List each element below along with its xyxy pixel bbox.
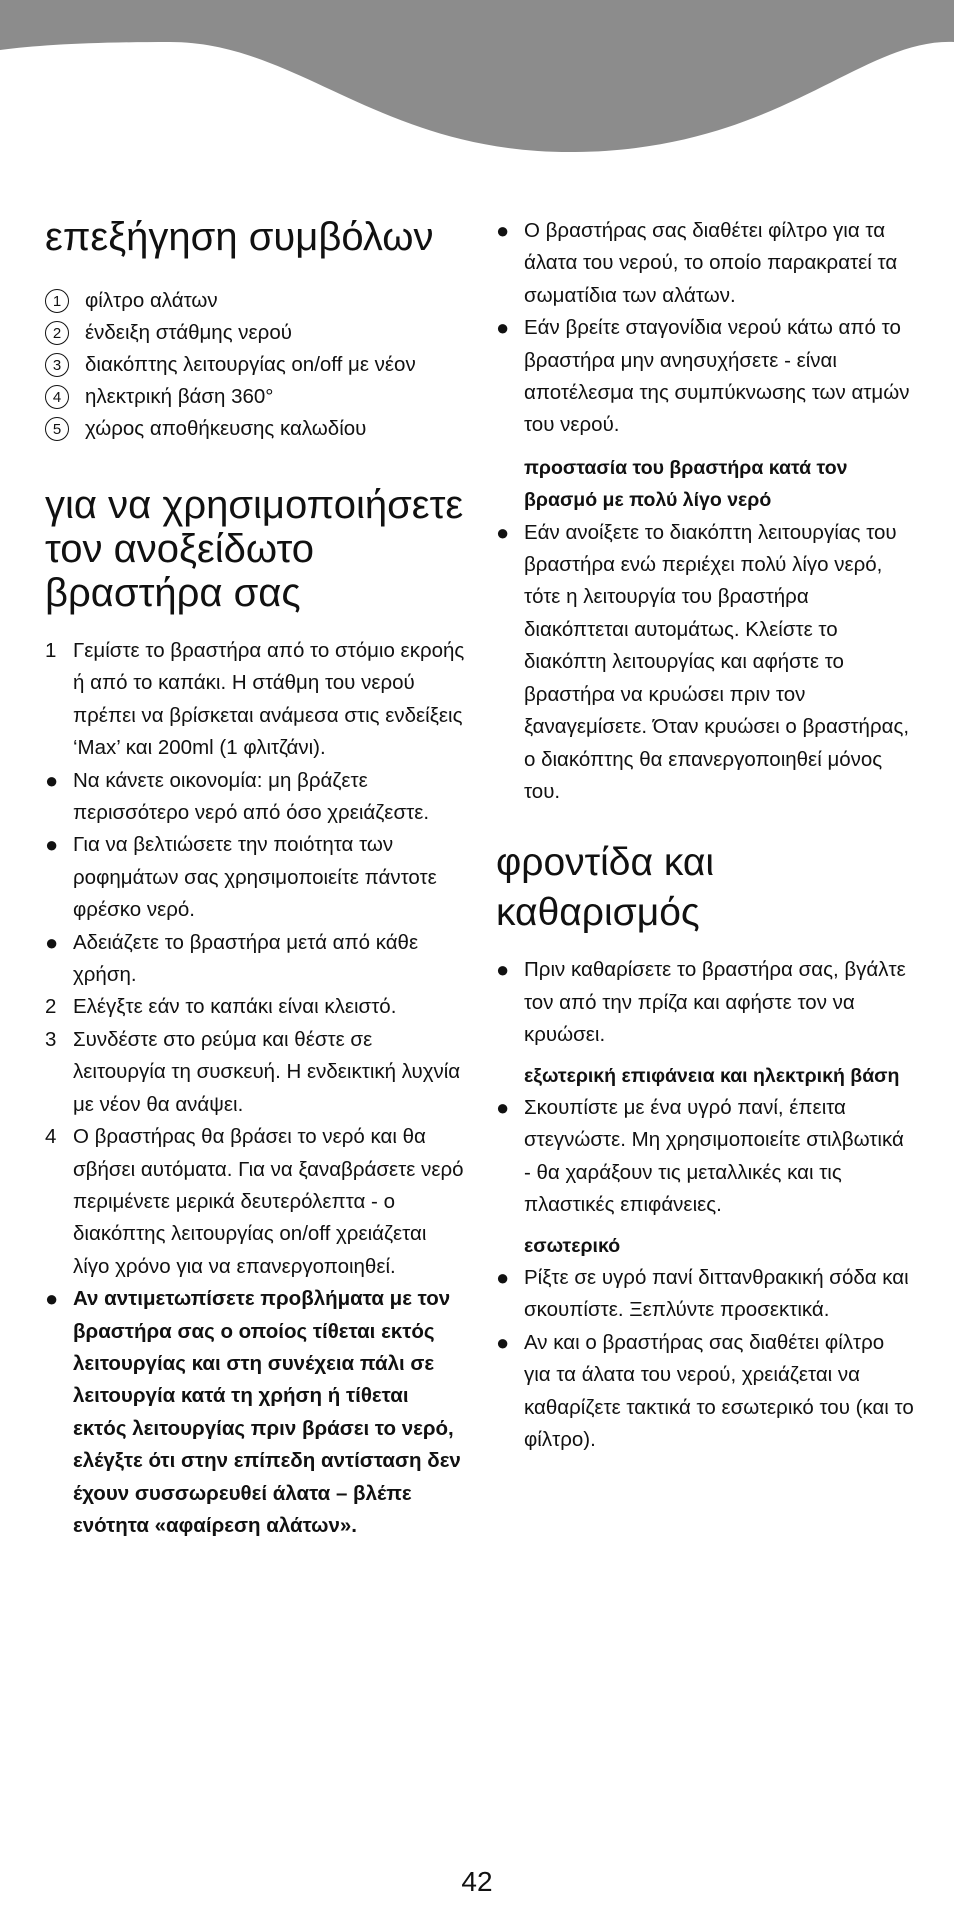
step-item <box>45 927 465 992</box>
bullet-icon: ● <box>496 519 510 545</box>
bullet-icon: ● <box>496 1264 510 1290</box>
bullet-item <box>496 312 916 442</box>
bullet-item <box>496 1262 916 1327</box>
step-text: Συνδέστε στο ρεύμα και θέστε σε λειτουργία τη συσκευή. Η ενδεικτική λυχνία με νέον θα ανάψει. <box>73 1027 461 1116</box>
step-number: 3 <box>45 1027 57 1051</box>
interior-subheading: εσωτερικό <box>524 1234 621 1257</box>
step-text: Αδειάζετε το βραστήρα μετά από κάθε χρήση. <box>73 930 419 987</box>
protection-bullets <box>496 517 916 809</box>
symbol-item <box>45 285 465 317</box>
bullet-text: Ο βραστήρας σας διαθέτει φίλτρο για τα άλατα του νερού, το οποίο παρακρατεί τα σωματίδια των αλάτων. <box>524 219 898 307</box>
left-column <box>45 215 465 1542</box>
circled-number-icon: 5 <box>45 417 69 441</box>
interior-bullets <box>496 1262 916 1456</box>
step-text: Για να βελτιώσετε την ποιότητα των ροφημάτων σας χρησιμοποιείτε πάντοτε φρέσκο νερό. <box>73 833 437 922</box>
step-item-warning <box>45 1283 465 1542</box>
symbol-item <box>45 413 465 445</box>
bullet-text: Ρίξτε σε υγρό πανί διττανθρακική σόδα και σκουπίστε. Ξεπλύντε προσεκτικά. <box>524 1265 909 1322</box>
bullet-text: Σκουπίστε με ένα υγρό πανί, έπειτα στεγνώστε. Μη χρησιμοποιείτε στιλβωτικά - θα χαράξουν τις μεταλλικές και τις πλαστικές επιφάνειες. <box>524 1095 904 1217</box>
filter-bullets <box>496 215 916 442</box>
bullet-icon: ● <box>496 957 510 983</box>
use-steps-list <box>45 635 465 1542</box>
symbol-item <box>45 317 465 349</box>
use-heading: για να χρησιμοποιήσετε τον ανοξείδωτο βραστήρα σας <box>45 483 464 615</box>
step-text: Ο βραστήρας θα βράσει το νερό και θα σβήσει αυτόματα. Για να ξαναβράσετε νερό περιμένετε μερικά δευτερόλεπτα - ο διακόπτης λειτουργίας on/off χρειάζεται λίγο χρόνο για να επανεργοποιηθεί. <box>73 1125 464 1278</box>
exterior-bullets <box>496 1092 916 1222</box>
bullet-icon: ● <box>45 767 59 793</box>
care-bullets <box>496 954 916 1051</box>
bullet-icon: ● <box>45 1286 59 1312</box>
bullet-icon: ● <box>496 1094 510 1120</box>
step-item <box>45 765 465 830</box>
circled-number-icon: 3 <box>45 353 69 377</box>
bullet-icon: ● <box>45 832 59 858</box>
step-text: Να κάνετε οικονομία: μη βράζετε περισσότερο νερό από όσο χρειάζεστε. <box>73 768 430 825</box>
page-number: 42 <box>461 1866 493 1897</box>
step-item <box>45 829 465 926</box>
symbol-text: φίλτρο αλάτων <box>85 289 218 312</box>
circled-number-icon: 1 <box>45 289 69 313</box>
circled-number-icon: 4 <box>45 385 69 409</box>
symbol-item <box>45 349 465 381</box>
symbol-item <box>45 381 465 413</box>
header-wave-decoration <box>0 0 954 160</box>
bullet-item <box>496 215 916 312</box>
step-number: 4 <box>45 1125 57 1149</box>
bullet-item <box>496 1092 916 1222</box>
exterior-subheading: εξωτερική επιφάνεια και ηλεκτρική βάση <box>524 1064 900 1087</box>
step-item <box>45 991 465 1023</box>
symbol-text: διακόπτης λειτουργίας on/off με νέον <box>85 353 416 376</box>
symbol-text: ηλεκτρική βάση 360° <box>85 385 274 408</box>
bullet-item <box>496 517 916 809</box>
step-item <box>45 1121 465 1283</box>
bullet-text: Πριν καθαρίσετε το βραστήρα σας, βγάλτε τον από την πρίζα και αφήστε τον να κρυώσει. <box>524 958 906 1047</box>
bullet-item <box>496 1327 916 1457</box>
step-item <box>45 635 465 765</box>
symbols-heading: επεξήγηση συμβόλων <box>45 215 434 259</box>
protection-subheading: προστασία του βραστήρα κατά τον βρασμό με πολύ λίγο νερό <box>524 456 848 512</box>
bullet-icon: ● <box>496 1329 510 1355</box>
step-text: Ελέγξτε εάν το καπάκι είναι κλειστό. <box>73 995 397 1019</box>
bullet-icon: ● <box>496 218 510 243</box>
bullet-text: Εάν βρείτε σταγονίδια νερού κάτω από το βραστήρα μην ανησυχήσετε - είναι αποτέλεσμα της συμπύκνωσης των ατμών του νερού. <box>524 316 910 437</box>
step-text: Γεμίστε το βραστήρα από το στόμιο εκροής ή από το καπάκι. Η στάθμη του νερού πρέπει να βρίσκεται ανάμεσα στις ενδείξεις ‘Max’ και 200ml (1 φλιτζάνι). <box>73 639 465 760</box>
bullet-item <box>496 954 916 1051</box>
circled-number-icon: 2 <box>45 321 69 345</box>
bullet-text: Αν και ο βραστήρας σας διαθέτει φίλτρο για τα άλατα του νερού, χρειάζεται να καθαρίζετε τακτικά το εσωτερικό του (και το φίλτρο). <box>524 1330 914 1451</box>
bullet-text: Εάν ανοίξετε το διακόπτη λειτουργίας του βραστήρα ενώ περιέχει πολύ λίγο νερό, τότε η λειτουργία του βραστήρα διακόπτεται αυτομάτως. Κλείστε το διακόπτη λειτουργίας και αφήστε το βραστήρα να κρυώσει πριν τον ξαναγεμίσετε. Όταν κρυώσει ο βραστήρας, ο διακόπτης θα επανεργοποιηθεί μόνος του. <box>524 520 910 803</box>
step-number: 2 <box>45 995 57 1019</box>
symbol-text: χώρος αποθήκευσης καλωδίου <box>85 417 367 440</box>
bullet-icon: ● <box>496 315 510 341</box>
step-number: 1 <box>45 639 57 662</box>
right-column <box>496 215 916 1456</box>
bullet-icon: ● <box>45 929 59 955</box>
symbol-text: ένδειξη στάθμης νερού <box>85 321 292 344</box>
symbols-list <box>45 285 465 445</box>
care-heading: φροντίδα και καθαρισμός <box>496 841 715 935</box>
step-text: Αν αντιμετωπίσετε προβλήματα με τον βραστήρα σας ο οποίος τίθεται εκτός λειτουργίας και στη συνέχεια πάλι σε λειτουργία κατά τη χρήση ή τίθεται εκτός λειτουργίας πριν βράσει το νερό, ελέγξτε ότι στην επίπεδη αντίσταση δεν έχουν συσσωρευθεί άλατα – βλέπε ενότητα «αφαίρεση αλάτων». <box>73 1287 461 1537</box>
step-item <box>45 1024 465 1121</box>
